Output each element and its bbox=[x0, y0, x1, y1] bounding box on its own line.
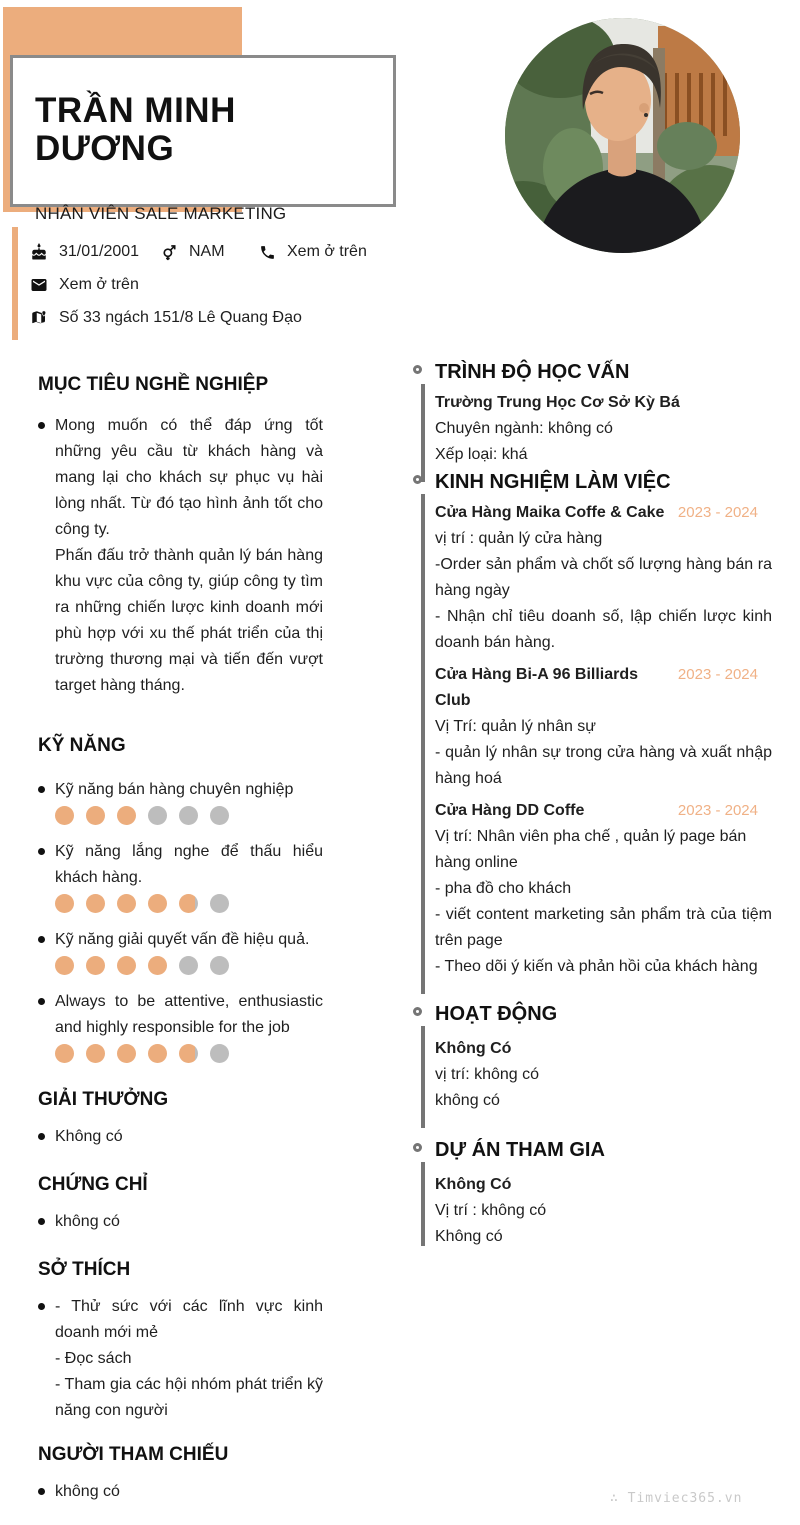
timeline-node-icon bbox=[413, 1007, 422, 1016]
skill-rating bbox=[55, 1044, 323, 1063]
skill-dot bbox=[148, 956, 167, 975]
contact-dob bbox=[30, 243, 160, 261]
skills-heading: KỸ NĂNG bbox=[38, 735, 126, 756]
phone-icon bbox=[258, 243, 276, 261]
bullet-marker bbox=[38, 1209, 55, 1235]
skill-dot bbox=[117, 956, 136, 975]
references-item: không có bbox=[55, 1483, 120, 1500]
bullet-marker bbox=[38, 777, 55, 803]
timeline-node-icon bbox=[413, 365, 422, 374]
section-awards bbox=[38, 1089, 323, 1150]
hobby-line: - Đọc sách bbox=[55, 1350, 132, 1367]
activity-line: không có bbox=[435, 1092, 500, 1109]
skill-item bbox=[38, 839, 323, 913]
right-column bbox=[410, 360, 772, 1250]
skill-dot bbox=[210, 806, 229, 825]
experience-job bbox=[435, 798, 772, 980]
envelope-icon bbox=[30, 276, 48, 294]
cake-icon bbox=[30, 243, 48, 261]
skill-dot bbox=[179, 1044, 198, 1063]
name-box bbox=[10, 55, 396, 223]
contact-address bbox=[30, 309, 302, 327]
timeline-node-icon bbox=[413, 475, 422, 484]
company-name: Cửa Hàng DD Coffe bbox=[435, 802, 585, 819]
skill-dot bbox=[179, 894, 198, 913]
projects-heading: DỰ ÁN THAM GIA bbox=[435, 1139, 605, 1161]
experience-job bbox=[435, 662, 772, 792]
job-line: - viết content marketing sản phẩm trà của tiệm trên page bbox=[435, 906, 772, 949]
skill-dot bbox=[55, 806, 74, 825]
references-heading: NGƯỜI THAM CHIẾU bbox=[38, 1444, 229, 1465]
awards-heading: GIẢI THƯỞNG bbox=[38, 1089, 169, 1110]
bullet-marker bbox=[38, 1479, 55, 1505]
contact-row-1 bbox=[30, 241, 460, 263]
hobby-line: - Tham gia các hội nhóm phát triển kỹ năng con người bbox=[55, 1376, 323, 1419]
skill-label: Kỹ năng giải quyết vấn đề hiệu quả. bbox=[55, 931, 310, 948]
skill-dot bbox=[55, 1044, 74, 1063]
hobbies-heading: SỞ THÍCH bbox=[38, 1259, 131, 1280]
bullet-marker bbox=[38, 989, 55, 1041]
company-name: Cửa Hàng Bi-A 96 Billiards Club bbox=[435, 666, 639, 709]
skill-dot bbox=[210, 894, 229, 913]
skill-dot bbox=[148, 806, 167, 825]
timeline-node-icon bbox=[413, 1143, 422, 1152]
gender-icon bbox=[160, 243, 178, 261]
section-education bbox=[410, 360, 772, 468]
skill-item bbox=[38, 927, 323, 975]
experience-job bbox=[435, 500, 772, 656]
objective-paragraph: Phấn đấu trở thành quản lý bán hàng khu vực của công ty, giúp công ty tìm ra những chiến lược kinh doanh mới phù hợp với xu thế phát triển của thị trường thương mại và tiến đến vượt target hàng tháng. bbox=[55, 547, 323, 694]
job-line: Vị Trí: quản lý nhân sự bbox=[435, 718, 597, 735]
education-line: Xếp loại: khá bbox=[435, 446, 528, 463]
skill-dot bbox=[86, 894, 105, 913]
job-line: - Theo dõi ý kiến và phản hồi của khách hàng bbox=[435, 958, 758, 975]
skill-dot bbox=[210, 1044, 229, 1063]
skill-dot bbox=[179, 806, 198, 825]
hobby-line: - Thử sức với các lĩnh vực kinh doanh mới mẻ bbox=[55, 1298, 323, 1341]
job-line: Vị trí: Nhân viên pha chế , quản lý page bán hàng online bbox=[435, 828, 747, 871]
candidate-name: TRẦN MINH DƯƠNG bbox=[35, 91, 236, 168]
project-org: Không Có bbox=[435, 1176, 512, 1193]
contact-phone bbox=[258, 243, 367, 261]
job-line: - quản lý nhân sự trong cửa hàng và xuất nhập hàng hoá bbox=[435, 744, 772, 787]
job-line: - Nhận chỉ tiêu doanh số, lập chiến lược kinh doanh bán hàng. bbox=[435, 608, 772, 651]
section-references bbox=[38, 1444, 323, 1505]
objective-heading: MỤC TIÊU NGHỀ NGHIỆP bbox=[38, 374, 269, 395]
skill-dot bbox=[86, 806, 105, 825]
education-heading: TRÌNH ĐỘ HỌC VẤN bbox=[435, 361, 630, 383]
project-line: Vị trí : không có bbox=[435, 1202, 547, 1219]
skill-dot bbox=[179, 956, 198, 975]
bullet-marker bbox=[38, 413, 55, 699]
bullet-marker bbox=[38, 1294, 55, 1424]
section-skills bbox=[38, 735, 323, 1063]
job-period: 2023 - 2024 bbox=[677, 802, 758, 819]
activity-org: Không Có bbox=[435, 1040, 512, 1057]
skill-dot bbox=[117, 894, 136, 913]
contact-accent-bar bbox=[12, 227, 18, 340]
skill-dot bbox=[55, 956, 74, 975]
skill-label: Kỹ năng bán hàng chuyên nghiệp bbox=[55, 781, 294, 798]
phone-value: Xem ở trên bbox=[287, 243, 367, 260]
left-column bbox=[38, 362, 323, 1505]
skill-dot bbox=[55, 894, 74, 913]
job-line: - pha đồ cho khách bbox=[435, 880, 572, 897]
skill-dot bbox=[210, 956, 229, 975]
certificates-heading: CHỨNG CHỈ bbox=[38, 1174, 148, 1195]
contact-info bbox=[30, 241, 460, 340]
skill-label: Always to be attentive, enthusiastic and highly responsible for the job bbox=[55, 993, 323, 1036]
objective-item bbox=[38, 413, 323, 699]
section-activities bbox=[410, 1002, 772, 1114]
skill-dot bbox=[117, 806, 136, 825]
contact-row-2 bbox=[30, 274, 460, 296]
job-line: vị trí : quản lý cửa hàng bbox=[435, 530, 603, 547]
skill-rating bbox=[55, 806, 323, 825]
skill-dot bbox=[148, 1044, 167, 1063]
company-name: Cửa Hàng Maika Coffe & Cake bbox=[435, 504, 665, 521]
section-certificates bbox=[38, 1174, 323, 1235]
profile-photo bbox=[505, 18, 740, 253]
skill-rating bbox=[55, 894, 323, 913]
skill-rating bbox=[55, 956, 323, 975]
skill-dot bbox=[117, 1044, 136, 1063]
education-line: Chuyên ngành: không có bbox=[435, 420, 613, 437]
contact-row-3 bbox=[30, 307, 460, 329]
contact-email bbox=[30, 276, 139, 294]
job-line: -Order sản phẩm và chốt số lượng hàng bán ra hàng ngày bbox=[435, 556, 772, 599]
job-period: 2023 - 2024 bbox=[677, 504, 758, 521]
section-projects bbox=[410, 1138, 772, 1250]
section-hobbies bbox=[38, 1259, 323, 1424]
watermark: ∴ Timviec365.vn bbox=[610, 1491, 743, 1506]
address-value: Số 33 ngách 151/8 Lê Quang Đạo bbox=[59, 309, 302, 326]
section-objective bbox=[38, 374, 323, 699]
skill-dot bbox=[148, 894, 167, 913]
skill-dot bbox=[86, 956, 105, 975]
email-value: Xem ở trên bbox=[59, 276, 139, 293]
school-name: Trường Trung Học Cơ Sở Kỳ Bá bbox=[435, 394, 680, 411]
bullet-marker bbox=[38, 927, 55, 953]
skill-dot bbox=[86, 1044, 105, 1063]
experience-heading: KINH NGHIỆM LÀM VIỆC bbox=[435, 471, 671, 493]
bullet-marker bbox=[38, 1124, 55, 1150]
objective-paragraph: Mong muốn có thể đáp ứng tốt những yêu cầu từ khách hàng và mang lại cho khách sự phục vụ hài lòng nhất. Từ đó tạo hình ảnh tốt cho công ty. bbox=[55, 417, 323, 538]
skill-item bbox=[38, 777, 323, 825]
map-location-icon bbox=[30, 309, 48, 327]
skill-item bbox=[38, 989, 323, 1063]
contact-gender bbox=[160, 243, 258, 261]
certificates-item: không có bbox=[55, 1213, 120, 1230]
project-line: Không có bbox=[435, 1228, 503, 1245]
skill-label: Kỹ năng lắng nghe để thấu hiểu khách hàng. bbox=[55, 843, 323, 886]
job-period: 2023 - 2024 bbox=[677, 666, 758, 683]
job-title: NHÂN VIÊN SALE MARKETING bbox=[35, 204, 287, 223]
gender-value: NAM bbox=[189, 243, 225, 260]
section-experience bbox=[410, 470, 772, 980]
bullet-marker bbox=[38, 839, 55, 891]
activity-line: vị trí: không có bbox=[435, 1066, 540, 1083]
awards-item: Không có bbox=[55, 1128, 123, 1145]
profile-photo-art bbox=[505, 18, 740, 253]
dob-value: 31/01/2001 bbox=[59, 243, 140, 260]
activities-heading: HOẠT ĐỘNG bbox=[435, 1003, 558, 1025]
